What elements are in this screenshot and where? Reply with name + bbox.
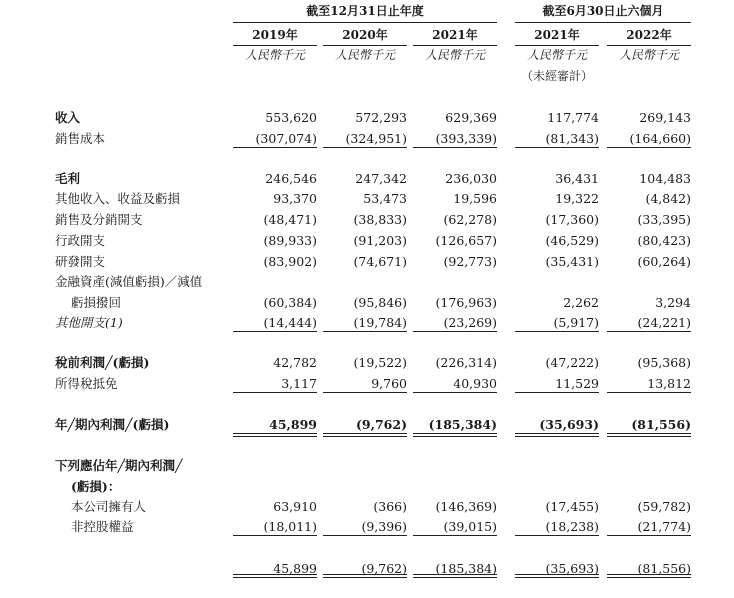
cell-r1-c4: (164,660) [629, 131, 691, 146]
cell-r9-c0: 42,782 [273, 355, 317, 370]
rule [233, 535, 317, 536]
cell-r11-c4: (81,556) [631, 417, 691, 432]
cell-r9-c4: (95,368) [637, 355, 691, 370]
rule [607, 535, 691, 536]
cell-r14-c1: (9,396) [361, 519, 407, 534]
cell-r4-c2: (62,278) [443, 212, 497, 227]
cell-r4-c0: (48,471) [263, 212, 317, 227]
row-label-impairment-cont: 虧損撥回 [71, 295, 122, 310]
double-rule [323, 436, 407, 437]
cell-r15-c1: (9,762) [361, 561, 407, 576]
cell-r5-c0: (89,933) [263, 233, 317, 248]
row-label-cost-of-sales: 銷售成本 [55, 131, 106, 146]
rule [515, 535, 599, 536]
double-rule [233, 574, 317, 575]
col-rule [233, 45, 317, 46]
cell-r7-c3: 2,262 [563, 295, 599, 310]
year-2022-h1: 2022年 [626, 28, 672, 42]
double-rule [607, 574, 691, 575]
row-label-gross-profit: 毛利 [55, 171, 81, 186]
double-rule [323, 433, 407, 434]
year-2020: 2020年 [342, 28, 388, 42]
cell-r2-c4: 104,483 [639, 171, 691, 186]
cell-r2-c2: 236,030 [445, 171, 497, 186]
row-label-profit-before-tax: 稅前利潤╱(虧損) [55, 355, 150, 370]
rule [607, 147, 691, 148]
cell-r3-c0: 93,370 [273, 191, 317, 206]
cell-r6-c2: (92,773) [443, 254, 497, 269]
cell-r0-c1: 572,293 [355, 110, 407, 125]
cell-r11-c3: (35,693) [539, 417, 599, 432]
year-2021: 2021年 [432, 28, 478, 42]
row-label-other-income: 其他收入、收益及虧損 [55, 191, 181, 206]
cell-r2-c1: 247,342 [355, 171, 407, 186]
cell-r9-c1: (19,522) [353, 355, 407, 370]
cell-r14-c3: (18,238) [545, 519, 599, 534]
rule [413, 331, 497, 332]
cell-r5-c2: (126,657) [435, 233, 497, 248]
cell-r8-c1: (19,784) [353, 315, 407, 330]
cell-r13-c0: 63,910 [273, 499, 317, 514]
rule [413, 147, 497, 148]
cell-r15-c0: 45,899 [273, 561, 317, 576]
cell-r3-c4: (4,842) [645, 191, 691, 206]
cell-r14-c0: (18,011) [263, 519, 317, 534]
cell-r5-c4: (80,423) [637, 233, 691, 248]
cell-r8-c4: (24,221) [637, 315, 691, 330]
cell-r13-c2: (146,369) [435, 499, 497, 514]
row-label-attributable: 下列應佔年╱期內利潤╱ [55, 458, 183, 473]
cell-r14-c4: (21,774) [637, 519, 691, 534]
cell-r3-c1: 53,473 [363, 191, 407, 206]
cell-r2-c3: 36,431 [555, 171, 599, 186]
double-rule [233, 577, 317, 578]
row-label-revenue: 收入 [55, 110, 81, 125]
cell-r0-c0: 553,620 [265, 110, 317, 125]
year-2021-h1: 2021年 [534, 28, 580, 42]
rule [233, 147, 317, 148]
year-2019: 2019年 [252, 28, 298, 42]
rule [323, 331, 407, 332]
row-label-selling-expenses: 銷售及分銷開支 [55, 212, 143, 227]
cell-r4-c4: (33,395) [637, 212, 691, 227]
cell-r10-c4: 13,812 [647, 376, 691, 391]
double-rule [515, 577, 599, 578]
cell-r1-c2: (393,339) [435, 131, 497, 146]
rule [515, 392, 599, 393]
cell-r0-c2: 629,369 [445, 110, 497, 125]
double-rule [233, 433, 317, 434]
cell-r13-c3: (17,455) [545, 499, 599, 514]
rule [413, 392, 497, 393]
rule [323, 147, 407, 148]
cell-r3-c2: 19,596 [453, 191, 497, 206]
cell-r13-c1: (366) [373, 499, 407, 514]
cell-r1-c3: (81,343) [545, 131, 599, 146]
double-rule [607, 436, 691, 437]
header-group-year: 截至12月31日止年度 [306, 4, 424, 18]
cell-r10-c0: 3,117 [281, 376, 317, 391]
cell-r14-c2: (39,015) [443, 519, 497, 534]
cell-r6-c0: (83,902) [263, 254, 317, 269]
double-rule [607, 577, 691, 578]
row-label-attributable-cont: (虧損)： [71, 479, 121, 494]
col-rule [515, 45, 599, 46]
cell-r0-c3: 117,774 [547, 110, 599, 125]
rule [607, 331, 691, 332]
col-rule [607, 45, 691, 46]
cell-r9-c3: (47,222) [545, 355, 599, 370]
cell-r7-c0: (60,384) [263, 295, 317, 310]
rule [323, 535, 407, 536]
rule [515, 147, 599, 148]
row-label-owners: 本公司擁有人 [71, 499, 147, 514]
unit-label: 人民幣千元 [618, 48, 679, 62]
unit-label: 人民幣千元 [424, 48, 485, 62]
row-label-other-expenses: 其他開支(1) [55, 315, 123, 330]
row-label-rnd-expenses: 研發開支 [55, 254, 106, 269]
cell-r4-c1: (38,833) [353, 212, 407, 227]
rule [515, 331, 599, 332]
header-group-halfyear: 截至6月30日止六個月 [542, 4, 664, 18]
cell-r0-c4: 269,143 [639, 110, 691, 125]
cell-r6-c3: (35,431) [545, 254, 599, 269]
cell-r13-c4: (59,782) [637, 499, 691, 514]
cell-r10-c1: 9,760 [371, 376, 407, 391]
header-rule-halfyear [515, 22, 691, 23]
cell-r4-c3: (17,360) [545, 212, 599, 227]
unit-label: 人民幣千元 [244, 48, 305, 62]
double-rule [413, 433, 497, 434]
double-rule [515, 574, 599, 575]
cell-r11-c2: (185,384) [428, 417, 497, 432]
unit-label: 人民幣千元 [334, 48, 395, 62]
cell-r8-c0: (14,444) [263, 315, 317, 330]
cell-r5-c3: (46,529) [545, 233, 599, 248]
double-rule [607, 433, 691, 434]
cell-r15-c3: (35,693) [545, 561, 599, 576]
double-rule [413, 574, 497, 575]
row-label-impairment: 金融資產(減值虧損)／減值 [55, 274, 203, 289]
cell-r1-c1: (324,951) [345, 131, 407, 146]
row-label-nci: 非控股權益 [71, 519, 134, 534]
cell-r9-c2: (226,314) [435, 355, 497, 370]
double-rule [515, 433, 599, 434]
unaudited-note: （未經審計） [520, 69, 593, 83]
double-rule [233, 436, 317, 437]
row-label-income-tax: 所得稅抵免 [55, 376, 118, 391]
double-rule [515, 436, 599, 437]
cell-r7-c2: (176,963) [435, 295, 497, 310]
cell-r10-c3: 11,529 [555, 376, 599, 391]
rule [233, 392, 317, 393]
col-rule [413, 45, 497, 46]
cell-r11-c1: (9,762) [356, 417, 407, 432]
cell-r8-c3: (5,917) [553, 315, 599, 330]
cell-r8-c2: (23,269) [443, 315, 497, 330]
cell-r5-c1: (91,203) [353, 233, 407, 248]
double-rule [323, 574, 407, 575]
rule [607, 392, 691, 393]
cell-r15-c2: (185,384) [435, 561, 497, 576]
rule [233, 331, 317, 332]
rule [323, 392, 407, 393]
cell-r7-c4: 3,294 [655, 295, 691, 310]
cell-r6-c1: (74,671) [353, 254, 407, 269]
double-rule [323, 577, 407, 578]
rule [413, 535, 497, 536]
cell-r2-c0: 246,546 [265, 171, 317, 186]
col-rule [323, 45, 407, 46]
cell-r6-c4: (60,264) [637, 254, 691, 269]
row-label-profit-for-period: 年╱期內利潤╱(虧損) [55, 417, 170, 432]
double-rule [413, 577, 497, 578]
cell-r3-c3: 19,322 [555, 191, 599, 206]
double-rule [413, 436, 497, 437]
header-rule-year [233, 22, 497, 23]
row-label-admin-expenses: 行政開支 [55, 233, 106, 248]
cell-r10-c2: 40,930 [453, 376, 497, 391]
cell-r11-c0: 45,899 [269, 417, 317, 432]
unit-label: 人民幣千元 [526, 48, 587, 62]
cell-r15-c4: (81,556) [637, 561, 691, 576]
cell-r7-c1: (95,846) [353, 295, 407, 310]
cell-r1-c0: (307,074) [255, 131, 317, 146]
